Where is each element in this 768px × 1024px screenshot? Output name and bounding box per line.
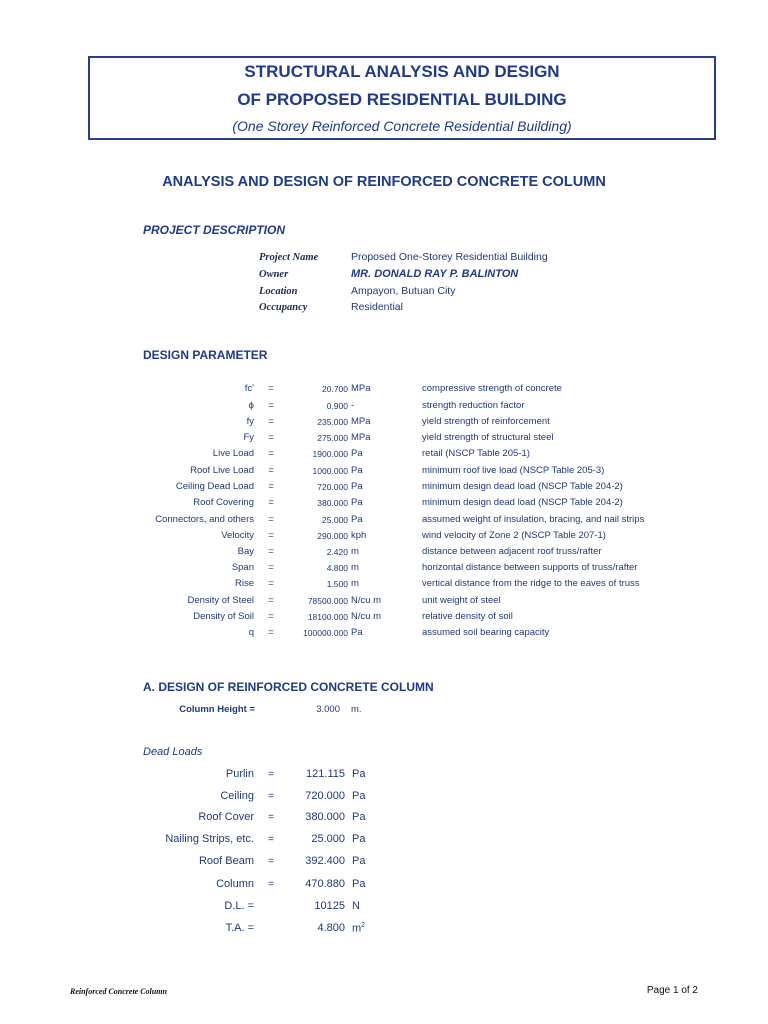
param-label: Roof Covering: [193, 497, 254, 508]
param-unit: MPa: [351, 383, 371, 394]
param-description: wind velocity of Zone 2 (NSCP Table 207-1): [422, 530, 606, 541]
occupancy-label: Occupancy: [259, 302, 308, 313]
param-description: compressive strength of concrete: [422, 383, 562, 394]
param-label: Bay: [237, 546, 254, 557]
footer-document-name: Reinforced Concrete Column: [70, 987, 167, 996]
dl-value: 10125: [314, 900, 345, 912]
title-line-2: OF PROPOSED RESIDENTIAL BUILDING: [237, 90, 567, 109]
project-name-value: Proposed One-Storey Residential Building: [351, 251, 548, 263]
param-unit: m: [351, 546, 359, 557]
param-unit: Pa: [351, 481, 363, 492]
param-unit: Pa: [351, 514, 363, 525]
dead-load-equals: =: [268, 769, 274, 780]
param-description: horizontal distance between supports of truss/rafter: [422, 562, 638, 573]
param-description: yield strength of reinforcement: [422, 416, 550, 427]
param-description: relative density of soil: [422, 611, 513, 622]
param-equals: =: [268, 611, 274, 622]
param-equals: =: [268, 481, 274, 492]
param-unit: MPa: [351, 416, 371, 427]
param-equals: =: [268, 627, 274, 638]
dead-load-equals: =: [268, 856, 274, 867]
param-equals: =: [268, 448, 274, 459]
ta-unit-exponent: 2: [361, 922, 366, 929]
param-label: Fy: [243, 432, 254, 443]
param-equals: =: [268, 465, 274, 476]
owner-value: MR. DONALD RAY P. BALINTON: [351, 268, 519, 280]
dead-loads-heading: Dead Loads: [143, 746, 203, 758]
param-label: q: [248, 627, 254, 638]
dl-label: D.L. =: [224, 900, 254, 912]
param-label: Velocity: [221, 530, 254, 541]
param-value: 275.000: [317, 433, 348, 443]
main-heading: ANALYSIS AND DESIGN OF REINFORCED CONCRETE COLUMN: [162, 174, 606, 190]
param-equals: =: [268, 595, 274, 606]
title-subtitle: (One Storey Reinforced Concrete Residential Building): [232, 118, 572, 134]
param-description: minimum design dead load (NSCP Table 204-2): [422, 481, 623, 492]
param-label: fy: [246, 416, 254, 427]
footer-page-number: Page 1 of 2: [646, 985, 698, 996]
title-line-1: STRUCTURAL ANALYSIS AND DESIGN: [244, 62, 560, 81]
design-parameter-heading: DESIGN PARAMETER: [143, 348, 268, 362]
param-description: minimum roof live load (NSCP Table 205-3): [422, 465, 605, 476]
param-value: 25.000: [322, 515, 348, 525]
param-label: Connectors, and others: [155, 514, 254, 525]
dead-load-value: 380.000: [305, 811, 345, 823]
param-value: 4.800: [326, 563, 348, 573]
param-unit: MPa: [351, 432, 371, 443]
dead-load-label: Purlin: [225, 768, 254, 780]
param-label: Rise: [234, 578, 254, 589]
ta-value: 4.800: [317, 922, 345, 934]
ta-unit: [352, 922, 365, 935]
dead-load-value: 470.880: [305, 878, 345, 890]
param-value: 78500.000: [307, 596, 348, 606]
param-value: 20.700: [322, 384, 348, 394]
dead-load-equals: =: [268, 879, 274, 890]
dead-load-unit: Pa: [352, 811, 366, 823]
param-unit: m: [351, 562, 359, 573]
param-label: fc': [244, 383, 254, 394]
param-label: Density of Soil: [193, 611, 254, 622]
param-unit: N/cu m: [351, 595, 382, 606]
param-value: 100000.000: [303, 628, 348, 638]
owner-label: Owner: [259, 269, 289, 280]
column-height-value: 3.000: [316, 704, 340, 715]
column-height-label: Column Height =: [179, 704, 255, 715]
param-equals: =: [268, 562, 274, 573]
occupancy-value: Residential: [351, 301, 403, 313]
param-description: yield strength of structural steel: [422, 432, 554, 443]
param-value: 1000.000: [312, 466, 348, 476]
param-equals: =: [268, 530, 274, 541]
dead-load-unit: Pa: [352, 768, 366, 780]
param-value: 1.500: [326, 579, 348, 589]
dead-load-equals: =: [268, 812, 274, 823]
dead-load-label: Nailing Strips, etc.: [165, 833, 254, 845]
location-label: Location: [259, 286, 298, 297]
param-unit: Pa: [351, 448, 363, 459]
param-equals: =: [268, 578, 274, 589]
param-value: 290.000: [317, 531, 348, 541]
param-unit: m: [351, 578, 359, 589]
project-description-heading: PROJECT DESCRIPTION: [143, 223, 286, 237]
param-description: vertical distance from the ridge to the eaves of truss: [422, 578, 640, 589]
column-height-unit: m.: [351, 704, 362, 715]
dead-load-value: 392.400: [305, 855, 345, 867]
dead-load-unit: Pa: [352, 833, 366, 845]
param-label: Ceiling Dead Load: [175, 481, 254, 492]
dead-load-value: 25.000: [311, 833, 345, 845]
dead-load-value: 720.000: [305, 790, 345, 802]
project-name-label: Project Name: [259, 252, 319, 263]
dead-load-unit: Pa: [352, 790, 366, 802]
param-value: 235.000: [317, 417, 348, 427]
param-label: Live Load: [212, 448, 254, 459]
param-unit: -: [351, 400, 355, 411]
param-unit: Pa: [351, 465, 363, 476]
param-unit: Pa: [351, 627, 363, 638]
ta-unit-base: m: [352, 922, 362, 935]
param-description: strength reduction factor: [422, 400, 525, 411]
param-unit: kph: [351, 530, 367, 541]
dl-unit: N: [352, 900, 360, 912]
dead-load-label: Ceiling: [220, 790, 254, 802]
dead-load-equals: =: [268, 791, 274, 802]
param-equals: =: [268, 497, 274, 508]
param-description: minimum design dead load (NSCP Table 204-2): [422, 497, 623, 508]
param-description: assumed weight of insulation, bracing, and nail strips: [422, 514, 645, 525]
param-equals: =: [268, 400, 274, 411]
location-value: Ampayon, Butuan City: [351, 285, 456, 297]
param-unit: Pa: [351, 497, 363, 508]
param-value: 1900.000: [312, 449, 348, 459]
param-value: 380.000: [317, 498, 348, 508]
param-label: Density of Steel: [187, 595, 254, 606]
title-box: [88, 56, 716, 140]
param-description: retail (NSCP Table 205-1): [422, 448, 530, 459]
param-equals: =: [268, 514, 274, 525]
param-unit: N/cu m: [351, 611, 382, 622]
param-value: 18100.000: [307, 612, 348, 622]
param-value: 2.420: [326, 547, 348, 557]
dead-load-equals: =: [268, 834, 274, 845]
ta-label: T.A. =: [225, 922, 254, 934]
param-equals: =: [268, 416, 274, 427]
dead-load-label: Roof Cover: [198, 811, 254, 823]
section-a-heading: A. DESIGN OF REINFORCED CONCRETE COLUMN: [143, 680, 434, 694]
param-equals: =: [268, 432, 274, 443]
param-equals: =: [268, 546, 274, 557]
param-label: ϕ: [248, 400, 254, 411]
param-description: distance between adjacent roof truss/rafter: [422, 546, 602, 557]
dead-load-unit: Pa: [352, 878, 366, 890]
param-value: 720.000: [317, 482, 348, 492]
param-label: Span: [231, 562, 254, 573]
dead-load-label: Roof Beam: [198, 855, 254, 867]
param-description: assumed soil bearing capacity: [422, 627, 550, 638]
dead-load-value: 121.115: [306, 768, 345, 780]
dead-load-label: Column: [216, 878, 254, 890]
dead-load-unit: Pa: [352, 855, 366, 867]
param-label: Roof Live Load: [190, 465, 254, 476]
param-description: unit weight of steel: [422, 595, 501, 606]
param-value: 0.900: [326, 401, 348, 411]
param-equals: =: [268, 383, 274, 394]
